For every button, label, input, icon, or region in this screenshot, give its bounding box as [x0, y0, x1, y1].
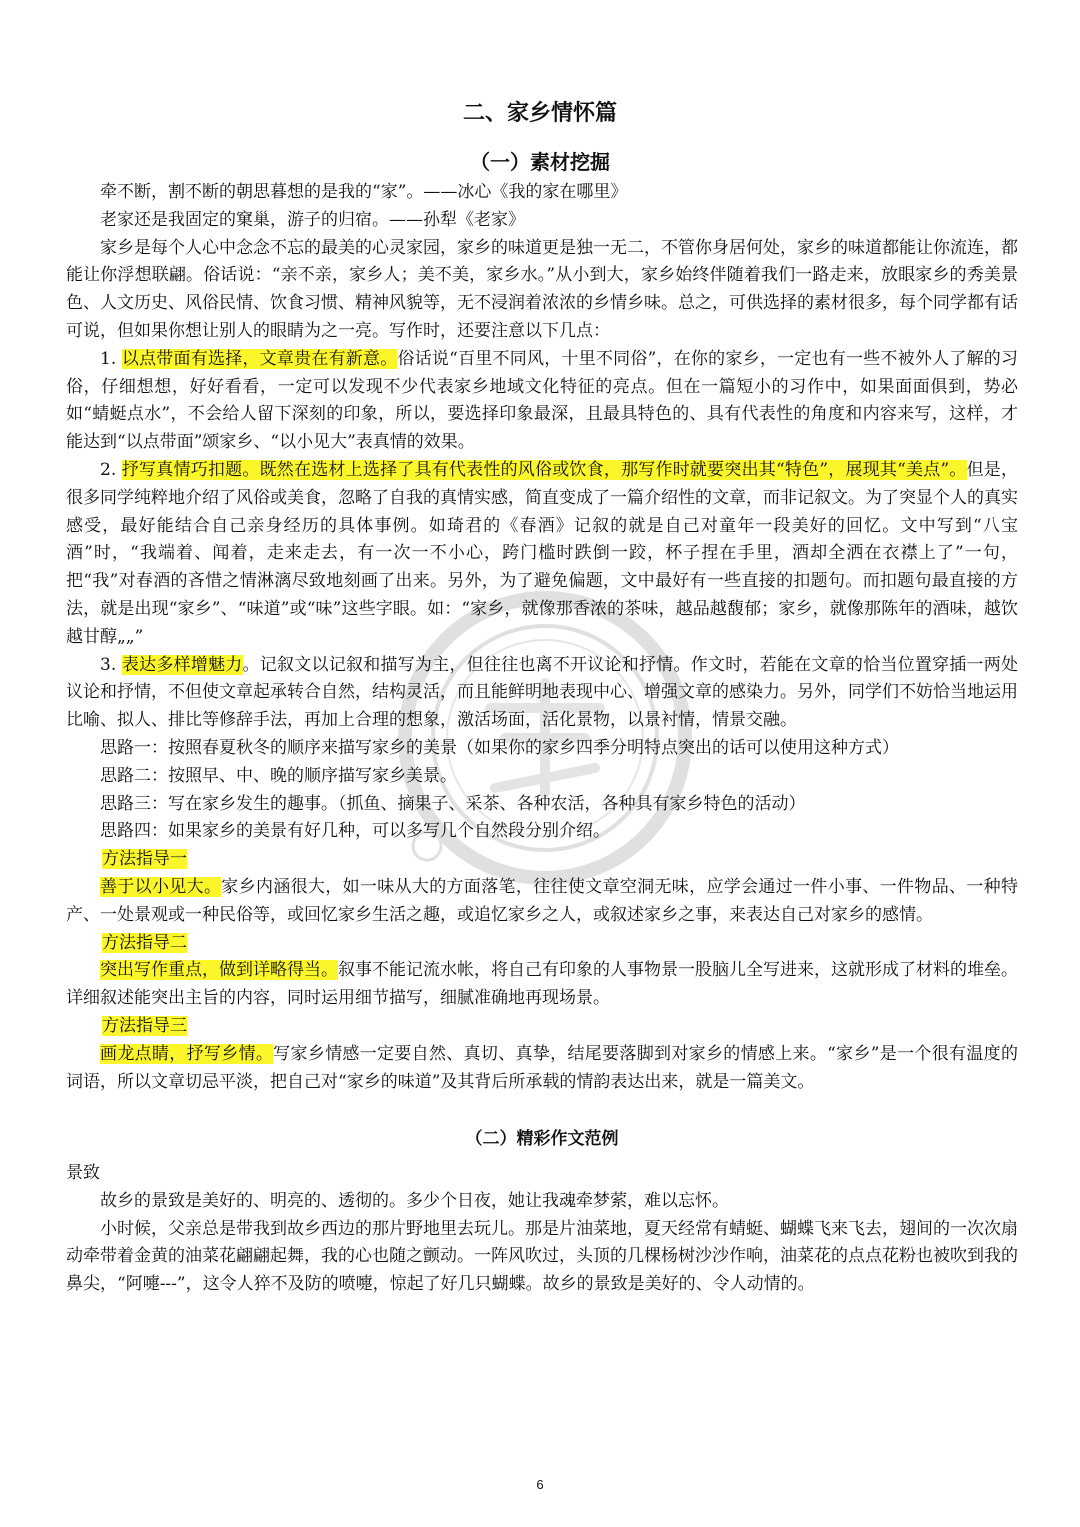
method-1-highlight: 善于以小见大。: [100, 876, 222, 897]
point-1-highlight: 以点带面有选择，文章贵在有新意。: [121, 348, 398, 369]
method-1-label-line: [66, 846, 1018, 874]
method-3-label: 方法指导三: [102, 1015, 187, 1036]
method-3-paragraph: [66, 1041, 1018, 1097]
method-2-highlight: 突出写作重点，做到详略得当。: [100, 960, 338, 981]
method-1-text: 家乡内涵很大，如一味从大的方面落笔，往往使文章空洞无味，应学会通过一件小事、一件物品、一种特产、一处景观或一种民俗等，或回忆家乡生活之趣，或追忆家乡之人，或叙述家乡之事，来表达自己对家乡的感情。: [66, 876, 1019, 925]
method-2-paragraph: [66, 957, 1018, 1013]
section-1-title: （一）素材挖掘: [470, 150, 610, 174]
point-1-paragraph: [66, 346, 1018, 457]
method-2-text: 叙事不能记流水帐，将自己有印象的人事物景一股脑儿全写进来，这就形成了材料的堆垒。详细叙述能突出主旨的内容，同时运用细节描写，细腻准确地再现场景。: [66, 960, 1018, 1009]
point-2-highlight: 抒写真情巧扣题。既然在选材上选择了具有代表性的风俗或饮食，那写作时就要突出其“特色”，展现其“美点”。: [121, 459, 967, 480]
method-3-text: 写家乡情感一定要自然、真切、真挚，结尾要落脚到对家乡的情感上来。“家乡”是一个很有温度的词语，所以文章切忌平淡，把自己对“家乡的味道”及其背后所承载的情韵表达出来，就是一篇美文。: [66, 1043, 1018, 1092]
method-3-label-line: [66, 1013, 1018, 1041]
idea-2: 思路二：按照早、中、晚的顺序描写家乡美景。: [100, 765, 457, 786]
idea-4: 思路四：如果家乡的美景有好几种，可以多写几个自然段分别介绍。: [100, 821, 610, 842]
point-3-text: 。记叙文以记叙和描写为主，但往往也离不开议论和抒情。作文时，若能在文章的恰当位置穿插一两处议论和抒情，不但使文章起承转合自然，结构灵活，而且能鲜明地表现中心、增强文章的感染力。另外，同学们不妨恰当地运用比喻、拟人、排比等修辞手法，再加上合理的想象，激活场面，活化景物，以景衬情，情景交融。: [66, 654, 1019, 731]
page-title: 二、家乡情怀篇: [462, 101, 617, 126]
point-3-number: 3.: [100, 654, 122, 675]
point-2-text: 但是，很多同学纯粹地介绍了风俗或美食，忽略了自我的真情实感，简直变成了一篇介绍性的文章，而非记叙文。为了突显个人的真实感受，最好能结合自己亲身经历的具体事例。如琦君的《春酒》记叙的就是自己对童年一段美好的回忆。文中写到“八宝酒”时，“我端着、闻着，走来走去，有一次一不小心，跨门槛时跌倒一跤，杯子捏在手里，酒却全洒在衣襟上了”一句，把“我”对春酒的吝惜之情淋漓尽致地刻画了出来。另外，为了避免偏题，文中最好有一些直接的扣题句。而扣题句最直接的方法，就是出现“家乡”、“味道”或“味”这些字眼。如：“家乡，就像那香浓的茶味，越品越馥郁；家乡，就像那陈年的酒味，越饮越甘醇„„”: [66, 459, 1019, 647]
point-1-text: 俗话说“百里不同风，十里不同俗”，在你的家乡，一定也有一些不被外人了解的习俗，仔细想想，好好看看，一定可以发现不少代表家乡地域文化特征的亮点。但在一篇短小的习作中，如果面面俱到，势必如“蜻蜓点水”，不会给人留下深刻的印象，所以，要选择印象最深，且最具特色的、具有代表性的角度和内容来写，这样，才能达到“以点带面”颂家乡、“以小见大”表真情的效果。: [66, 348, 1019, 453]
point-1-number: 1.: [100, 348, 122, 369]
essay-title: 景致: [66, 1163, 100, 1184]
point-2-paragraph: [66, 457, 1018, 652]
method-2-label: 方法指导二: [102, 932, 187, 953]
point-2-number: 2.: [100, 459, 122, 480]
quote-2: 老家还是我固定的窠巢，游子的归宿。——孙犁《老家》: [100, 209, 525, 230]
point-3-highlight: 表达多样增魅力: [121, 654, 243, 675]
method-1-paragraph: [66, 874, 1018, 930]
page-number: 6: [536, 1477, 544, 1492]
method-1-label: 方法指导一: [102, 849, 187, 870]
quote-1: 牵不断，割不断的朝思暮想的是我的“家”。——冰心《我的家在哪里》: [100, 182, 628, 202]
point-3-paragraph: [66, 652, 1018, 735]
intro-paragraph: 家乡是每个人心中念念不忘的最美的心灵家园，家乡的味道更是独一无二，不管你身居何处，家乡的味道都能让你流连，都能让你浮想联翩。俗话说：“亲不亲，家乡人；美不美，家乡水。”从小到大，家乡始终伴随着我们一路走来，放眼家乡的秀美景色、人文历史、风俗民情、饮食习惯、精神风貌等，无不浸润着浓浓的乡情乡味。总之，可供选择的素材很多，每个同学都有话可说，但如果你想让别人的眼睛为之一亮。写作时，还要注意以下几点：: [66, 237, 1018, 341]
method-2-label-line: [66, 930, 1018, 958]
section-2-title: （二）精彩作文范例: [465, 1129, 619, 1150]
idea-1: 思路一：按照春夏秋冬的顺序来描写家乡的美景（如果你的家乡四季分明特点突出的话可以使用这种方式）: [100, 737, 899, 758]
idea-3: 思路三：写在家乡发生的趣事。（抓鱼、摘果子、采茶、各种农活，各种具有家乡特色的活动）: [100, 793, 806, 814]
essay-paragraph-1: 故乡的景致是美好的、明亮的、透彻的。多少个日夜，她让我魂牵梦萦，难以忘怀。: [100, 1190, 729, 1211]
method-3-highlight: 画龙点睛，抒写乡情。: [100, 1043, 274, 1064]
essay-paragraph-2: 小时候，父亲总是带我到故乡西边的那片野地里去玩儿。那是片油菜地，夏天经常有蜻蜓、蝴蝶飞来飞去，翅间的一次次扇动牵带着金黄的油菜花翩翩起舞，我的心也随之颤动。一阵风吹过，头顶的几棵杨树沙沙作响，油菜花的点点花粉也被吹到我的鼻尖，“阿嚏---”，这令人猝不及防的喷嚏，惊起了好几只蝴蝶。故乡的景致是美好的、令人动情的。: [66, 1218, 1018, 1295]
document-body: [66, 179, 1018, 1299]
